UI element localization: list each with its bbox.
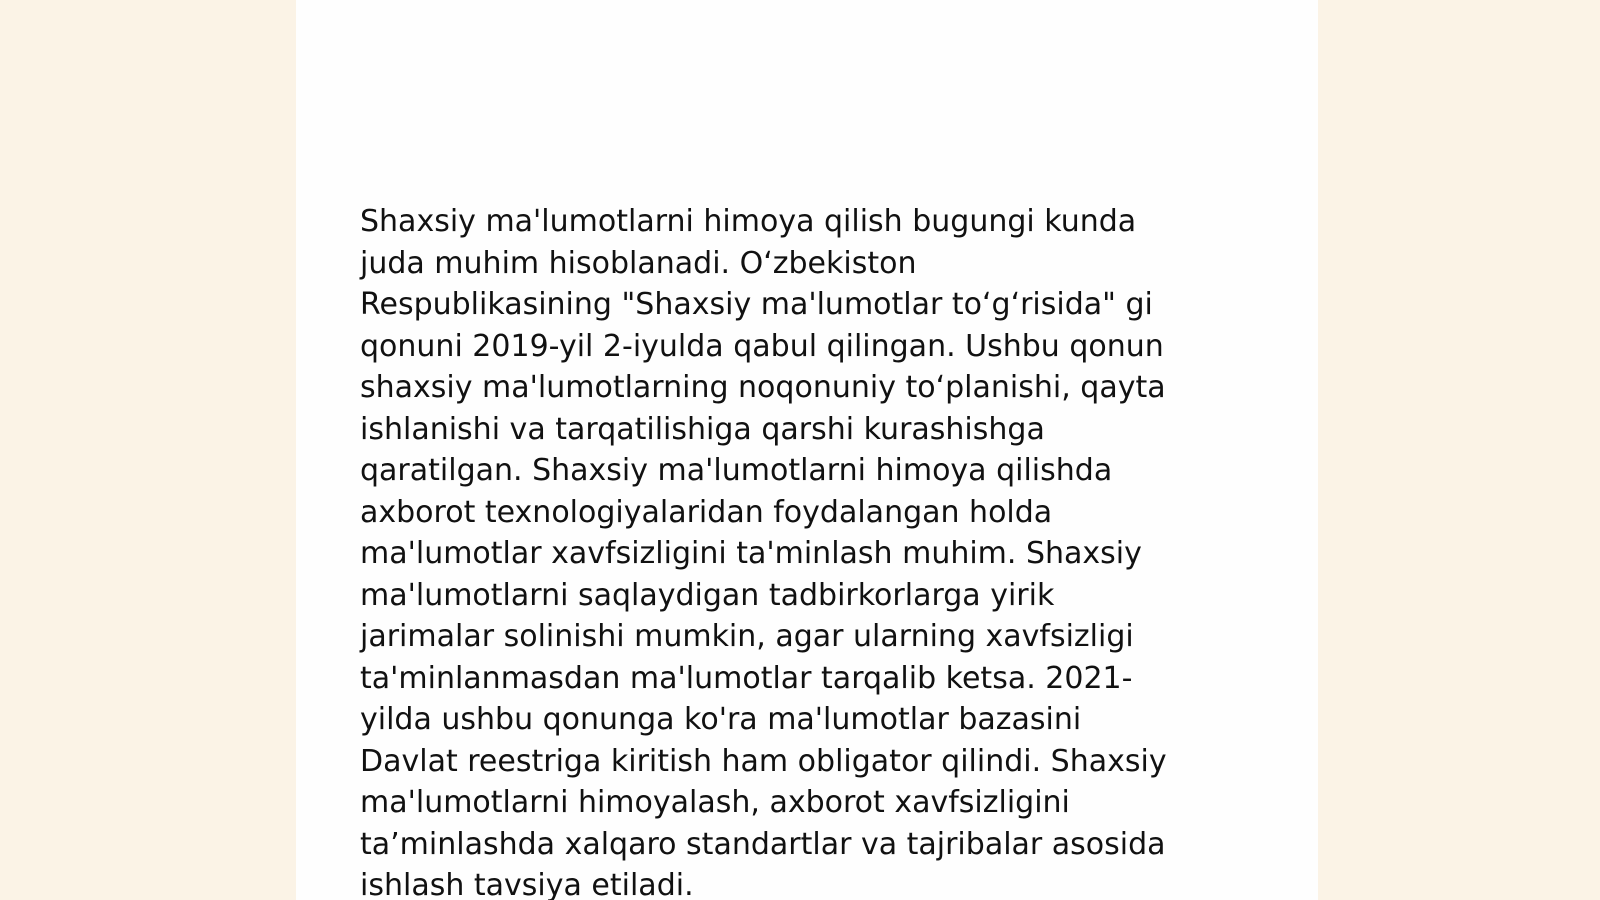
body-paragraph: Shaxsiy ma'lumotlarni himoya qilish bugungi kunda juda muhim hisoblanadi. Oʻzbekiston Respublikasining "Shaxsiy ma'lumotlar toʻgʻrisida" gi qonuni 2019-yil 2-iyulda qabul qilingan. Ushbu qonun shaxsiy ma'lumotlarning noqonuniy toʻplanishi, qayta ishlanishi va tarqatilishiga qarshi kurashishga qaratilgan. Shaxsiy ma'lumotlarni himoya qilishda axborot texnologiyalaridan foydalangan holda ma'lumotlar xavfsizligini ta'minlash muhim. Shaxsiy ma'lumotlarni saqlaydigan tadbirkorlarga yirik jarimalar solinishi mumkin, agar ularning xavfsizligi ta'minlanmasdan ma'lumotlar tarqalib ketsa. 2021- yilda ushbu qonunga ko'ra ma'lumotlar bazasini Davlat reestriga kiritish ham obligator qilindi. Shaxsiy ma'lumotlarni himoyalash, axborot xavfsizligini taʼminlashda xalqaro standartlar va tajribalar asosida ishlash tavsiya etiladi. <box>360 204 1167 900</box>
document-page <box>296 0 1318 900</box>
